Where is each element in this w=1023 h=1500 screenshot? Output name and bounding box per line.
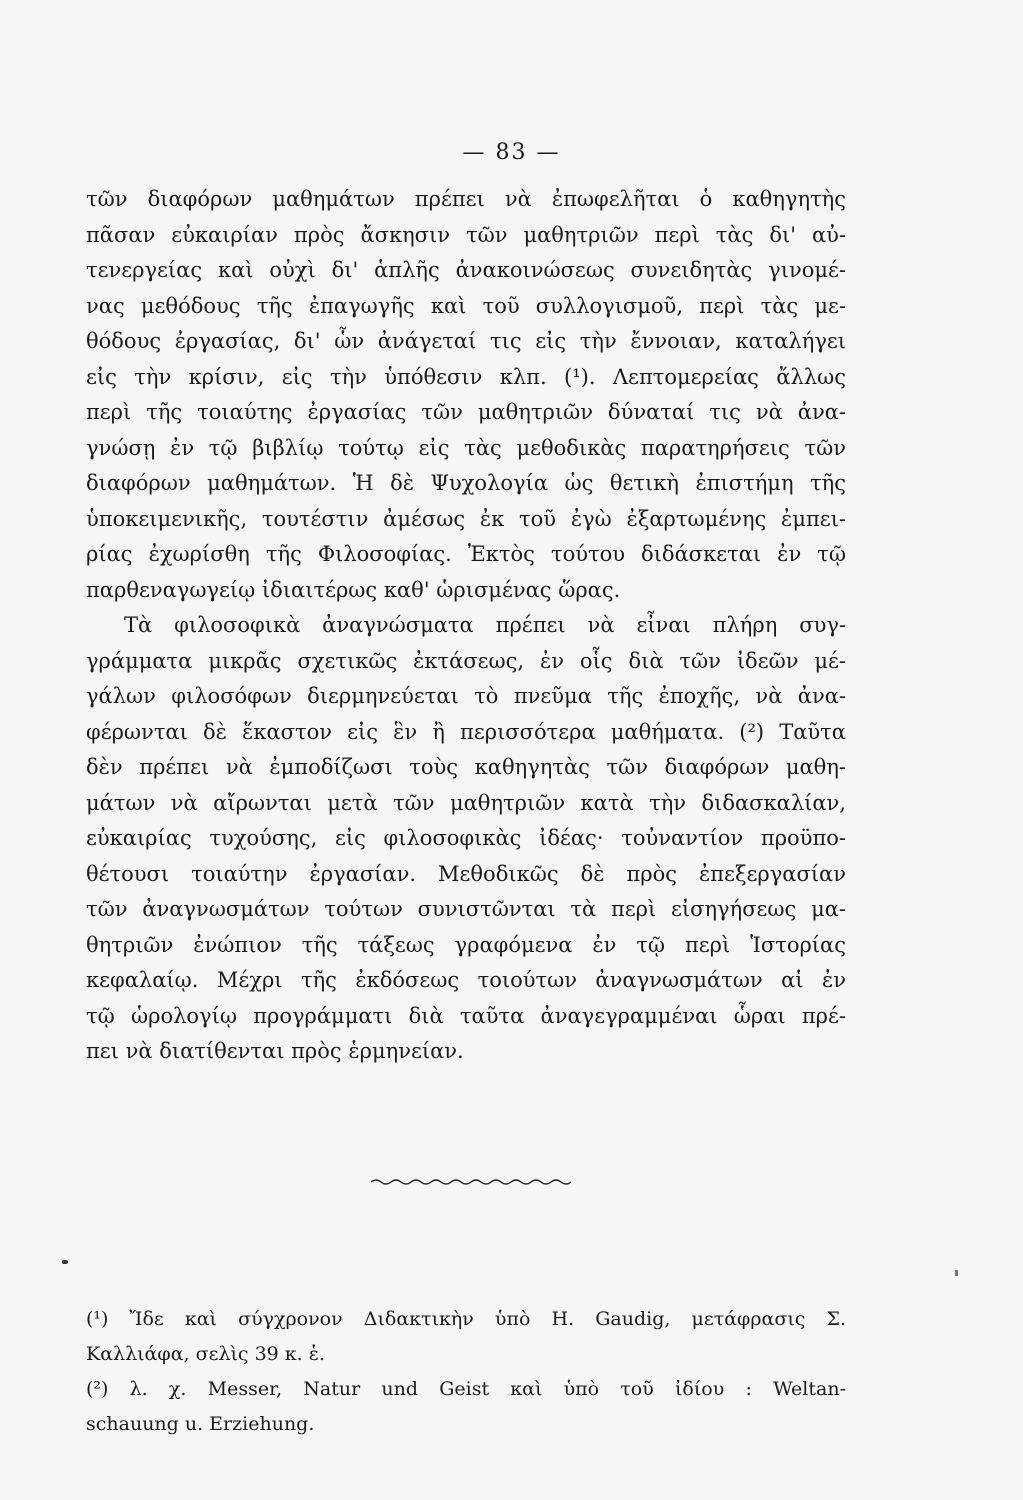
page-number: — 83 —: [462, 140, 561, 165]
footnote-2-continuation: schauung u. Erziehung.: [86, 1413, 315, 1435]
text-line: φέρωνται δὲ ἕκαστον εἰς ἓν ἢ περισσότερα μαθήματα. (²) Ταῦτα: [86, 719, 846, 744]
text-line: ὑποκειμενικῆς, τουτέστιν ἀμέσως ἐκ τοῦ ἐγὼ ἐξαρτωμένης ἐμπει-: [86, 506, 846, 531]
text-line: θόδους ἐργασίας, δι' ὧν ἀνάγεταί τις εἰς τὴν ἔννοιαν, καταλήγει: [86, 329, 846, 353]
text-line: τενεργείας καὶ οὐχὶ δι' ἁπλῆς ἀνακοινώσεως συνειδητὰς γινομέ-: [86, 258, 846, 282]
text-line: γάλων φιλοσόφων διερμηνεύεται τὸ πνεῦμα τῆς ἐποχῆς, νὰ ἀνα-: [86, 684, 846, 708]
text-line: εὐκαιρίας τυχούσης, εἰς φιλοσοφικὰς ἰδέας· τοὐναντίον προϋπο-: [86, 826, 846, 850]
ink-speck: [955, 1270, 958, 1276]
text-line: γράμματα μικρᾶς σχετικῶς ἐκτάσεως, ἐν οἷς διὰ τῶν ἰδεῶν μέ-: [86, 648, 846, 673]
footnotes: [86, 1302, 846, 1442]
text-line: δὲν πρέπει νὰ ἐμποδίζωσι τοὺς καθηγητὰς τῶν διαφόρων μαθη-: [86, 755, 846, 779]
text-line: κεφαλαίῳ. Μέχρι τῆς ἐκδόσεως τοιούτων ἀναγνωσμάτων αἱ ἐν: [86, 968, 846, 992]
paragraph-start-line: Τὰ φιλοσοφικὰ ἀναγνώσματα πρέπει νὰ εἶναι πλήρη συγ-: [124, 613, 846, 637]
text-line: μάτων νὰ αἴρωνται μετὰ τῶν μαθητριῶν κατὰ τὴν διδασκαλίαν,: [86, 790, 846, 815]
text-line: θέτουσι τοιαύτην ἐργασίαν. Μεθοδικῶς δὲ πρὸς ἐπεξεργασίαν: [86, 861, 846, 886]
text-line: παρθεναγωγείῳ ἰδιαιτέρως καθ' ὡρισμένας ὥρας.: [86, 577, 621, 602]
body-text: [86, 182, 846, 1070]
section-divider: [371, 1178, 571, 1186]
text-line: νας μεθόδους τῆς ἐπαγωγῆς καὶ τοῦ συλλογισμοῦ, περὶ τὰς με-: [86, 293, 846, 318]
text-line: πᾶσαν εὐκαιρίαν πρὸς ἄσκησιν τῶν μαθητριῶν περὶ τὰς δι' αὐ-: [86, 222, 846, 247]
text-line: θητριῶν ἐνώπιον τῆς τάξεως γραφόμενα ἐν τῷ περὶ Ἱστορίας: [86, 932, 846, 957]
footnote-2: (²) λ. χ. Messer, Natur und Geist καὶ ὑπὸ τοῦ ἰδίου : Weltan-: [86, 1378, 846, 1400]
text-line: διαφόρων μαθημάτων. Ἡ δὲ Ψυχολογία ὡς θετικὴ ἐπιστήμη τῆς: [86, 471, 846, 495]
ink-speck: [62, 1260, 68, 1264]
text-line: γνώσῃ ἐν τῷ βιβλίῳ τούτῳ εἰς τὰς μεθοδικὰς παρατηρήσεις τῶν: [86, 435, 846, 460]
text-line: εἰς τὴν κρίσιν, εἰς τὴν ὑπόθεσιν κλπ. (¹). Λεπτομερείας ἄλλως: [86, 364, 846, 389]
text-line: πει νὰ διατίθενται πρὸς ἑρμηνείαν.: [86, 1039, 464, 1063]
text-line: περὶ τῆς τοιαύτης ἐργασίας τῶν μαθητριῶν δύναταί τις νὰ ἀνα-: [86, 400, 846, 424]
text-line: τῶν ἀναγνωσμάτων τούτων συνιστῶνται τὰ περὶ εἰσηγήσεως μα-: [86, 897, 846, 921]
text-line: τῶν διαφόρων μαθημάτων πρέπει νὰ ἐπωφελῆται ὁ καθηγητὴς: [86, 187, 846, 211]
text-line: ρίας ἐχωρίσθη τῆς Φιλοσοφίας. Ἐκτὸς τούτου διδάσκεται ἐν τῷ: [86, 542, 846, 566]
text-line: τῷ ὡρολογίῳ προγράμματι διὰ ταῦτα ἀναγεγραμμέναι ὧραι πρέ-: [86, 1003, 846, 1028]
footnote-1: (¹) Ἴδε καὶ σύγχρονον Διδακτικὴν ὑπὸ H. Gaudig, μετάφρασις Σ.: [86, 1308, 846, 1330]
footnote-1-continuation: Καλλιάφα, σελὶς 39 κ. ἑ.: [86, 1343, 325, 1365]
